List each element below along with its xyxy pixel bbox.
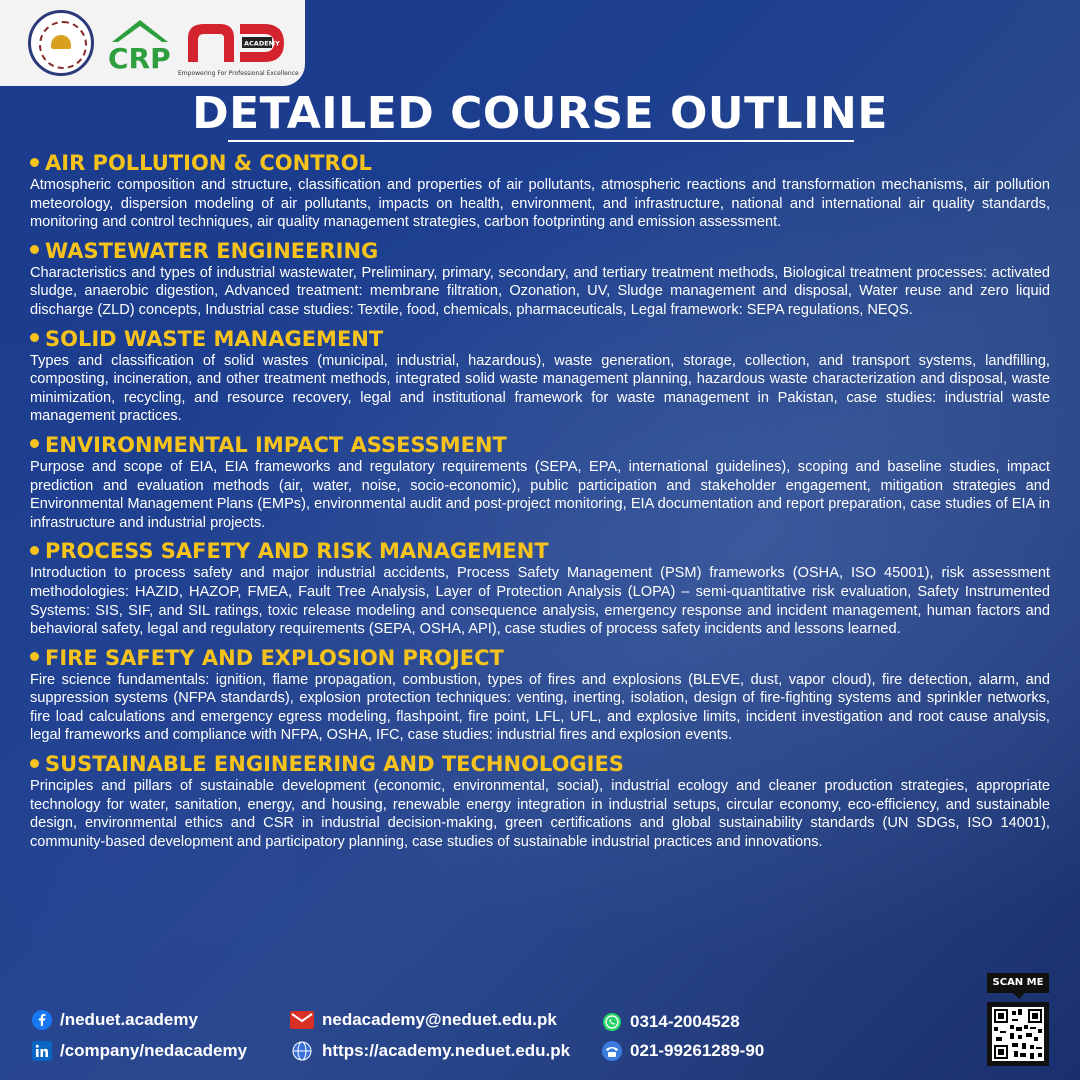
section-body: Atmospheric composition and structure, classification and properties of air pollutants, atmospheric reactions and transformation mechanisms, air pollution meteorology, dispersion modeling of air pollutants, impacts on health, environment, and infrastructure, national and international air quality standards, monitoring and control techniques, air quality management strategies, carbon footprinting and emission assessment. xyxy=(30,177,1050,231)
scan-me-label: SCAN ME xyxy=(987,973,1049,993)
section-heading: WASTEWATER ENGINEERING xyxy=(30,238,1050,264)
bullet-icon xyxy=(30,546,39,555)
section-eia xyxy=(30,432,1050,532)
section-heading: ENVIRONMENTAL IMPACT ASSESSMENT xyxy=(30,432,1050,458)
crp-logo xyxy=(104,16,176,78)
email-link[interactable] xyxy=(290,1010,557,1030)
phone-number: 021-99261289-90 xyxy=(630,1041,765,1060)
whatsapp-icon xyxy=(602,1012,622,1032)
section-heading: FIRE SAFETY AND EXPLOSION PROJECT xyxy=(30,645,1050,671)
section-heading: SOLID WASTE MANAGEMENT xyxy=(30,326,1050,352)
course-sections xyxy=(30,150,1050,857)
section-body: Characteristics and types of industrial wastewater, Preliminary, primary, secondary, and tertiary treatment methods, Biological treatment processes: activated sludge, anaerobic digestion, Advanced treatment: membrane filtration, Ozonation, UV, Sludge management and disposal, Water reuse and zero liquid discharge (ZLD) concepts, Industrial case studies: Textile, food, chemicals, pharmaceuticals, Legal framework: SEPA regulations, NEQS. xyxy=(30,264,1050,318)
page-title: DETAILED COURSE OUTLINE xyxy=(192,88,888,139)
facebook-handle: /neduet.academy xyxy=(60,1010,198,1029)
ned-academy-label: ACADEMY xyxy=(244,39,280,48)
section-heading: PROCESS SAFETY AND RISK MANAGEMENT xyxy=(30,538,1050,564)
section-body: Types and classification of solid wastes (municipal, industrial, hazardous), waste generation, storage, collection, and transport systems, landfilling, composting, incineration, and other treatment methods, integrated solid waste management planning, hazardous waste characterization and disposal, waste minimization, recycling, and resource recovery, legal and institutional framework for waste management in Pakistan, case studies: industrial waste management practices. xyxy=(30,352,1050,425)
title-underline xyxy=(228,140,854,142)
linkedin-link[interactable] xyxy=(32,1041,247,1061)
linkedin-handle: /company/nedacademy xyxy=(60,1041,248,1060)
email-address: nedacademy@neduet.edu.pk xyxy=(322,1010,557,1029)
section-solid-waste xyxy=(30,326,1050,426)
section-process-safety xyxy=(30,538,1050,638)
crp-logo-text: CRP xyxy=(108,42,171,75)
ned-tagline: Empowering For Professional Excellence xyxy=(178,70,299,77)
email-icon xyxy=(290,1011,314,1029)
telephone-icon xyxy=(602,1041,622,1061)
globe-icon xyxy=(290,1041,314,1061)
bullet-icon xyxy=(30,439,39,448)
section-sustainable xyxy=(30,751,1050,851)
bullet-icon xyxy=(30,158,39,167)
phone-link[interactable] xyxy=(602,1041,764,1061)
website-link[interactable] xyxy=(290,1041,570,1061)
linkedin-icon xyxy=(32,1041,52,1061)
section-heading: SUSTAINABLE ENGINEERING AND TECHNOLOGIES xyxy=(30,751,1050,777)
bullet-icon xyxy=(30,333,39,342)
university-seal-logo xyxy=(28,10,94,76)
qr-code-image xyxy=(992,1007,1044,1061)
section-fire-safety xyxy=(30,645,1050,745)
logo-panel xyxy=(0,0,305,86)
section-body: Principles and pillars of sustainable development (economic, environmental, social), industrial ecology and cleaner production strategies, appropriate technology for water, sanitation, energy, and housing, renewable energy integration in industrial setups, circular economy, eco-efficiency, and sustainable design, environmental ethics and CSR in industrial decision-making, green certifications and global sustainability standards (UN SDGs, ISO 14001), community-based development and participatory planning, case studies of sustainable industrial practices and innovations. xyxy=(30,778,1050,850)
section-body: Fire science fundamentals: ignition, flame propagation, combustion, types of fires and explosions (BLEVE, dust, vapor cloud), fire detection, alarm, and suppression systems (NFPA standards), explosion protection techniques: venting, inerting, isolation, design of fire-fighting systems and sprinkler networks, fire load calculations and emergency egress modeling, flashpoint, fire point, LFL, UFL, and explosive limits, incident investigation and root cause analysis, legal frameworks and compliance with NFPA, OSHA, IFC, case studies: industrial fires and explosion events. xyxy=(30,671,1050,744)
section-body: Introduction to process safety and major industrial accidents, Process Safety Management (PSM) frameworks (OSHA, ISO 45001), risk assessment methodologies: HAZID, HAZOP, FMEA, Fault Tree Analysis, Layer of Protection Analysis (LOPA) – semi-quantitative risk evaluation, Safety Instrumented Systems: SIS, SIF, and SIL ratings, toxic release modeling and consequence analysis, emergency response and incident management, human factors and behavioral safety, legal and regulatory requirements (SEPA, OSHA, API), case studies of process safety incidents and lessons learned. xyxy=(30,565,1050,638)
qr-code[interactable] xyxy=(987,1002,1049,1066)
website-url: https://academy.neduet.edu.pk xyxy=(322,1041,571,1060)
bullet-icon xyxy=(30,245,39,254)
facebook-icon xyxy=(32,1010,52,1030)
section-air-pollution xyxy=(30,150,1050,232)
whatsapp-number: 0314-2004528 xyxy=(630,1012,740,1031)
section-heading: AIR POLLUTION & CONTROL xyxy=(30,150,1050,176)
facebook-link[interactable] xyxy=(32,1010,198,1030)
whatsapp-link[interactable] xyxy=(602,1012,740,1032)
bullet-icon xyxy=(30,652,39,661)
section-body: Purpose and scope of EIA, EIA frameworks and regulatory requirements (SEPA, EPA, international guidelines), scoping and baseline studies, impact prediction and evaluation methods (air, water, noise, socio-economic), public participation and stakeholder engagement, mitigation strategies and Environmental Management Plans (EMPs), environmental audit and post-project monitoring, EIA documentation and report preparation, case studies of EIA in infrastructure and industrial projects. xyxy=(30,458,1050,531)
section-wastewater xyxy=(30,238,1050,320)
bullet-icon xyxy=(30,759,39,768)
